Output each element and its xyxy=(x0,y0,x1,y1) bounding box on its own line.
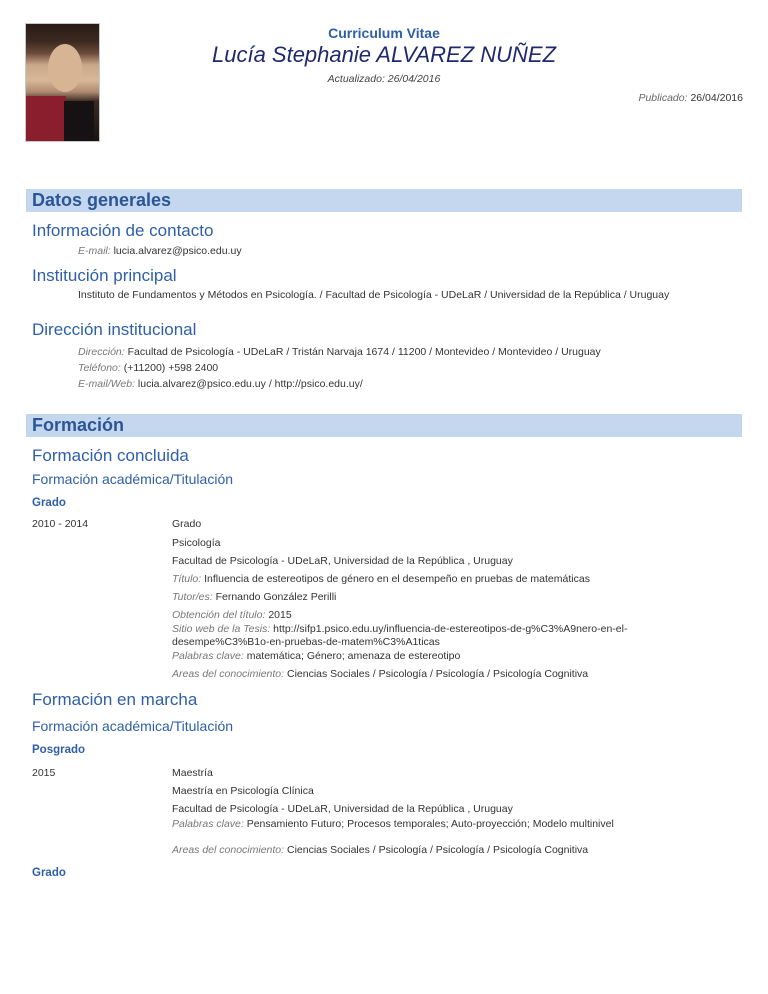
areas-value: Ciencias Sociales / Psicología / Psicología / Psicología Cognitiva xyxy=(286,844,589,856)
heading-contacto: Información de contacto xyxy=(32,221,214,240)
areas-value: Ciencias Sociales / Psicología / Psicología / Psicología Cognitiva xyxy=(286,668,589,680)
sitio-line xyxy=(172,623,627,635)
contact-email xyxy=(78,245,242,257)
direccion-label: Dirección: xyxy=(78,346,125,358)
palabras-label: Palabras clave: xyxy=(172,650,244,662)
obtencion-line xyxy=(172,609,292,621)
published-label: Publicado: xyxy=(638,92,688,104)
person-name: Lucía Stephanie ALVAREZ NUÑEZ xyxy=(211,42,557,67)
subheading-academica-marcha: Formación académica/Titulación xyxy=(32,718,234,734)
level-posgrado: Posgrado xyxy=(32,744,86,756)
web-value: lucia.alvarez@psico.edu.uy / http://psico.edu.uy/ xyxy=(137,378,363,390)
palabras-value: matemática; Género; amenaza de estereotipo xyxy=(246,650,461,662)
obtencion-value: 2015 xyxy=(268,609,292,621)
type-marcha: Maestría xyxy=(172,767,213,779)
telefono-line xyxy=(78,362,218,374)
years-concluida: 2010 - 2014 xyxy=(32,518,89,530)
photo-shirt xyxy=(64,101,94,141)
tutor-label: Tutor/es: xyxy=(172,591,213,603)
published-value: 26/04/2016 xyxy=(690,92,743,104)
field-concluida: Psicología xyxy=(172,537,221,549)
updated-date: Actualizado: 26/04/2016 xyxy=(327,73,441,85)
areas-marcha xyxy=(172,844,588,856)
sitio-link-part1[interactable]: http://sifp1.psico.edu.uy/influencia-de-estereotipos-de-g%C3%A9nero-en-el- xyxy=(273,623,628,635)
cv-label: Curriculum Vitae xyxy=(328,25,440,41)
palabras-label: Palabras clave: xyxy=(172,818,244,830)
palabras-value: Pensamiento Futuro; Procesos temporales; Auto-proyección; Modelo multinivel xyxy=(246,818,614,830)
web-label: E-mail/Web: xyxy=(78,378,135,390)
heading-formacion-en-marcha: Formación en marcha xyxy=(32,690,198,709)
titulo-line xyxy=(172,573,590,585)
telefono-label: Teléfono: xyxy=(78,362,121,374)
palabras-marcha xyxy=(172,818,614,830)
heading-direccion: Dirección institucional xyxy=(32,320,197,339)
telefono-value: (+11200) +598 2400 xyxy=(123,362,219,374)
level-grado: Grado xyxy=(32,497,66,509)
direccion-value: Facultad de Psicología - UDeLaR / Tristán Narvaja 1674 / 11200 / Montevideo / Montevideo / Uruguay xyxy=(127,346,601,358)
tutor-line xyxy=(172,591,336,603)
direccion-line xyxy=(78,346,601,358)
section-formacion: Formación xyxy=(26,414,742,437)
titulo-value: Influencia de estereotipos de género en el desempeño en pruebas de matemáticas xyxy=(204,573,590,585)
email-value: lucia.alvarez@psico.edu.uy xyxy=(113,245,242,257)
institution-concluida: Facultad de Psicología - UDeLaR, Universidad de la República , Uruguay xyxy=(172,555,513,567)
areas-label: Areas del conocimiento: xyxy=(172,668,285,680)
tutor-value: Fernando González Perilli xyxy=(215,591,337,603)
sitio-link-part2[interactable]: desempe%C3%B1o-en-pruebas-de-matem%C3%A1ticas xyxy=(172,636,440,648)
subheading-academica-concluida: Formación académica/Titulación xyxy=(32,471,234,487)
years-marcha: 2015 xyxy=(32,767,56,779)
email-label: E-mail: xyxy=(78,245,111,257)
type-concluida: Grado xyxy=(172,518,202,530)
palabras-concluida xyxy=(172,650,460,662)
obtencion-label: Obtención del título: xyxy=(172,609,266,621)
areas-label: Areas del conocimiento: xyxy=(172,844,285,856)
institution-marcha: Facultad de Psicología - UDeLaR, Universidad de la República , Uruguay xyxy=(172,803,513,815)
program-marcha: Maestría en Psicología Clínica xyxy=(172,785,314,797)
sitio-label: Sitio web de la Tesis: xyxy=(172,623,271,635)
published-date xyxy=(638,92,743,104)
heading-formacion-concluida: Formación concluida xyxy=(32,446,189,465)
institucion-value: Instituto de Fundamentos y Métodos en Psicología. / Facultad de Psicología - UDeLaR / Universidad de la República / Uruguay xyxy=(78,289,670,301)
web-line xyxy=(78,378,363,390)
areas-concluida xyxy=(172,668,588,680)
level-grado-marcha: Grado xyxy=(32,867,66,879)
photo-jacket xyxy=(26,96,66,141)
section-datos-generales: Datos generales xyxy=(26,189,742,212)
heading-institucion: Institución principal xyxy=(32,266,177,285)
titulo-label: Título: xyxy=(172,573,202,585)
